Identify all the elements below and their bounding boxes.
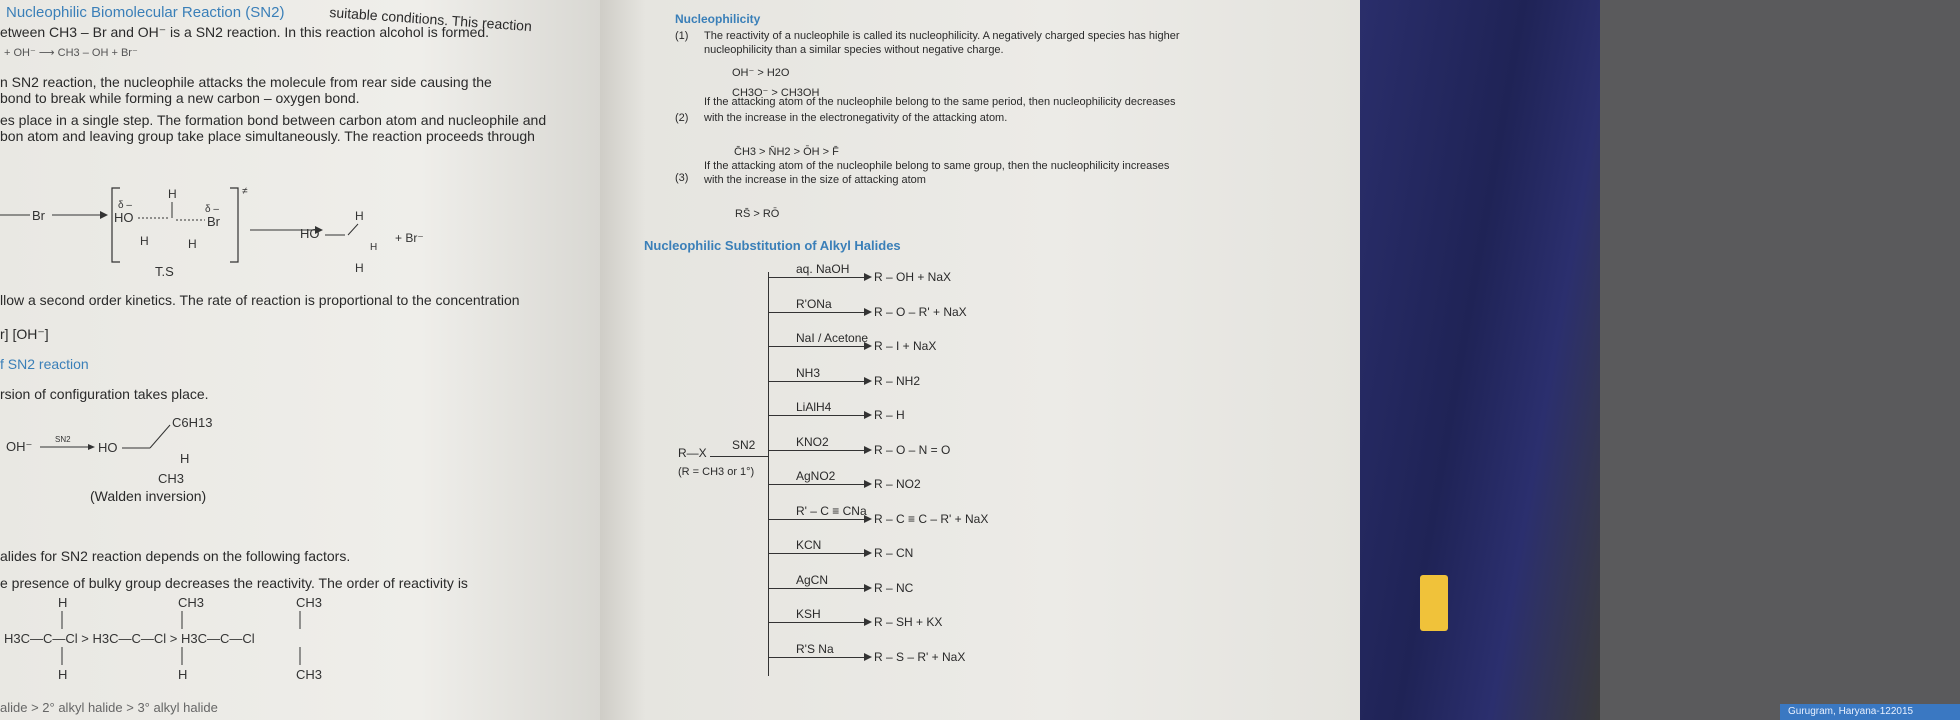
svg-text:CH3: CH3 bbox=[296, 595, 323, 610]
reaction-reagent: aq. NaOH bbox=[796, 262, 850, 276]
reaction-product: R – CN bbox=[874, 546, 914, 560]
reaction-arrowhead bbox=[864, 446, 872, 454]
reaction-reagent: R' – C ≡ CNa bbox=[796, 503, 867, 518]
svg-text:C6H13: C6H13 bbox=[172, 415, 213, 430]
nucleophilicity-heading: Nucleophilicity bbox=[675, 12, 761, 26]
para1-line1: n SN2 reaction, the nucleophile attacks the molecule from rear side causing the bbox=[0, 74, 492, 90]
book-binding bbox=[1360, 0, 1600, 720]
point3-line2: with the increase in the size of attacking atom bbox=[704, 174, 926, 186]
substrate-connector bbox=[710, 456, 768, 457]
reaction-reagent: NH3 bbox=[796, 365, 821, 380]
intro-line: etween CH3 – Br and OH⁻ is a SN2 reaction. In this reaction alcohol is formed. bbox=[0, 24, 490, 40]
reaction-arrow bbox=[768, 588, 866, 589]
factors-line: alides for SN2 reaction depends on the following factors. bbox=[0, 548, 351, 564]
reaction-product: R – NO2 bbox=[874, 477, 921, 491]
reaction-arrow bbox=[768, 657, 866, 658]
reaction-product: R – C ≡ C – R' + NaX bbox=[874, 511, 989, 526]
sub-heading-features: f SN2 reaction bbox=[0, 356, 89, 372]
reaction-reagent: AgCN bbox=[796, 572, 829, 587]
reaction-arrow bbox=[768, 346, 866, 347]
reaction-arrow bbox=[768, 450, 866, 451]
top-fragment-text: suitable conditions. This reaction bbox=[328, 4, 533, 35]
svg-text:δ –: δ – bbox=[118, 200, 132, 211]
para2-line1: es place in a single step. The formation bond between carbon atom and nucleophile and bbox=[0, 112, 547, 128]
transition-state-diagram bbox=[0, 180, 440, 280]
reactivity-order-diagram bbox=[0, 595, 380, 690]
ts-label: T.S bbox=[155, 264, 174, 279]
right-page bbox=[600, 0, 1914, 720]
point2-line1: If the attacking atom of the nucleophile belong to the same period, then nucleophilicity decreases bbox=[704, 96, 1176, 108]
svg-text:HO: HO bbox=[98, 440, 118, 455]
svg-text:OH⁻: OH⁻ bbox=[6, 439, 33, 454]
left-page bbox=[0, 0, 600, 720]
bulky-line: e presence of bulky group decreases the reactivity. The order of reactivity is bbox=[0, 575, 468, 591]
svg-text:H: H bbox=[140, 234, 149, 248]
reaction-product: R – I + NaX bbox=[874, 339, 937, 353]
svg-text:H: H bbox=[180, 451, 190, 466]
reaction-reagent: KSH bbox=[796, 607, 821, 621]
reaction-arrowhead bbox=[864, 618, 872, 626]
reaction-arrowhead bbox=[864, 308, 872, 316]
reaction-arrow bbox=[768, 381, 866, 382]
point3-number: (3) bbox=[675, 172, 689, 184]
svg-text:H: H bbox=[178, 667, 188, 682]
reaction-arrowhead bbox=[864, 549, 872, 557]
svg-text:HO: HO bbox=[300, 226, 320, 241]
example3: RS̄ > RŌ bbox=[735, 208, 780, 220]
reaction-arrowhead bbox=[864, 653, 872, 661]
reaction-reagent: LiAlH4 bbox=[796, 400, 832, 414]
svg-text:δ –: δ – bbox=[205, 204, 219, 215]
substitution-heading: Nucleophilic Substitution of Alkyl Halides bbox=[644, 238, 901, 253]
reaction-reagent: AgNO2 bbox=[796, 469, 836, 483]
reaction-product: R – O – R' + NaX bbox=[874, 304, 967, 319]
svg-text:H: H bbox=[58, 667, 68, 682]
svg-text:CH3: CH3 bbox=[178, 595, 205, 610]
reaction-product: R – OH + NaX bbox=[874, 270, 952, 284]
point1-line1: The reactivity of a nucleophile is called its nucleophilicity. A negatively charged species has higher bbox=[704, 30, 1180, 42]
page-footer: Gurugram, Haryana-122015 bbox=[1780, 704, 1960, 720]
substrate-note: (R = CH3 or 1°) bbox=[678, 466, 755, 478]
svg-text:H: H bbox=[370, 242, 378, 253]
svg-text:Br: Br bbox=[207, 214, 220, 229]
reaction-product: R – O – N = O bbox=[874, 442, 951, 457]
section-heading-sn2: Nucleophilic Biomolecular Reaction (SN2) bbox=[6, 4, 285, 21]
reaction-arrowhead bbox=[864, 342, 872, 350]
reaction-arrowhead bbox=[864, 584, 872, 592]
point1-number: (1) bbox=[675, 30, 689, 42]
reaction-reagent: KNO2 bbox=[796, 434, 829, 449]
reaction-arrow bbox=[768, 312, 866, 313]
svg-text:SN2: SN2 bbox=[55, 435, 71, 444]
inversion-line: rsion of configuration takes place. bbox=[0, 386, 209, 402]
example1a: OH⁻ > H2O bbox=[732, 67, 790, 79]
svg-text:H: H bbox=[58, 595, 68, 610]
walden-label: (Walden inversion) bbox=[90, 488, 207, 504]
svg-text:H: H bbox=[168, 187, 177, 201]
reaction-product: R – NH2 bbox=[874, 373, 921, 388]
reaction-arrow bbox=[768, 484, 866, 485]
svg-text:H3C—C—Cl > H3C—C—Cl > H3C—C—Cl: H3C—C—Cl > H3C—C—Cl > H3C—C—Cl bbox=[4, 631, 255, 646]
para1-line2: bond to break while forming a new carbon – oxygen bond. bbox=[0, 90, 360, 106]
svg-text:Br: Br bbox=[32, 208, 45, 223]
reaction-reagent: KCN bbox=[796, 538, 822, 552]
svg-text:H: H bbox=[355, 209, 364, 223]
reaction-product: R – SH + KX bbox=[874, 615, 943, 629]
walden-inversion-diagram bbox=[0, 405, 260, 495]
reaction-equation: + OH⁻ ⟶ CH3 – OH + Br⁻ bbox=[4, 47, 138, 59]
reaction-arrowhead bbox=[864, 411, 872, 419]
point1-line2: nucleophilicity than a similar species without negative charge. bbox=[704, 44, 1004, 56]
kinetics-line: llow a second order kinetics. The rate of reaction is proportional to the concentration bbox=[0, 292, 520, 308]
svg-text:≠: ≠ bbox=[242, 186, 248, 197]
reaction-arrowhead bbox=[864, 515, 872, 523]
point2-number: (2) bbox=[675, 112, 689, 124]
reaction-reagent: R'ONa bbox=[796, 296, 832, 311]
example2: C̄H3 > N̄H2 > ŌH > F̄ bbox=[734, 146, 839, 158]
tree-trunk bbox=[768, 272, 769, 676]
svg-text:CH3: CH3 bbox=[296, 667, 323, 682]
para2-line2: bon atom and leaving group take place simultaneously. The reaction proceeds through bbox=[0, 128, 535, 144]
footer-fragment: alide > 2° alkyl halide > 3° alkyl halide bbox=[0, 700, 218, 715]
binding-tab bbox=[1420, 575, 1448, 631]
reaction-product: R – NC bbox=[874, 580, 914, 595]
reaction-arrowhead bbox=[864, 377, 872, 385]
reaction-arrow bbox=[768, 277, 866, 278]
reaction-product: R – H bbox=[874, 408, 905, 422]
point2-line2: with the increase in the electronegativity of the attacking atom. bbox=[704, 112, 1008, 124]
svg-text:CH3: CH3 bbox=[158, 471, 185, 486]
reaction-arrow bbox=[768, 622, 866, 623]
reaction-arrowhead bbox=[864, 273, 872, 281]
reaction-product: R – S – R' + NaX bbox=[874, 649, 966, 664]
svg-text:H: H bbox=[188, 237, 197, 251]
mechanism-label: SN2 bbox=[732, 438, 756, 452]
substrate-label: R—X bbox=[678, 446, 707, 460]
svg-text:HO: HO bbox=[114, 210, 134, 225]
reaction-reagent: R'S Na bbox=[796, 641, 834, 656]
example1b: CH3O⁻ > CH3OH bbox=[732, 87, 820, 99]
reaction-arrow bbox=[768, 519, 866, 520]
rate-equation: r] [OH⁻] bbox=[0, 326, 49, 342]
point3-line1: If the attacking atom of the nucleophile belong to same group, then the nucleophilicity increases bbox=[704, 160, 1170, 172]
svg-text:+ Br⁻: + Br⁻ bbox=[395, 231, 424, 245]
reaction-arrowhead bbox=[864, 480, 872, 488]
reaction-arrow bbox=[768, 553, 866, 554]
reaction-reagent: NaI / Acetone bbox=[796, 331, 869, 345]
reaction-arrow bbox=[768, 415, 866, 416]
svg-text:H: H bbox=[355, 261, 364, 275]
